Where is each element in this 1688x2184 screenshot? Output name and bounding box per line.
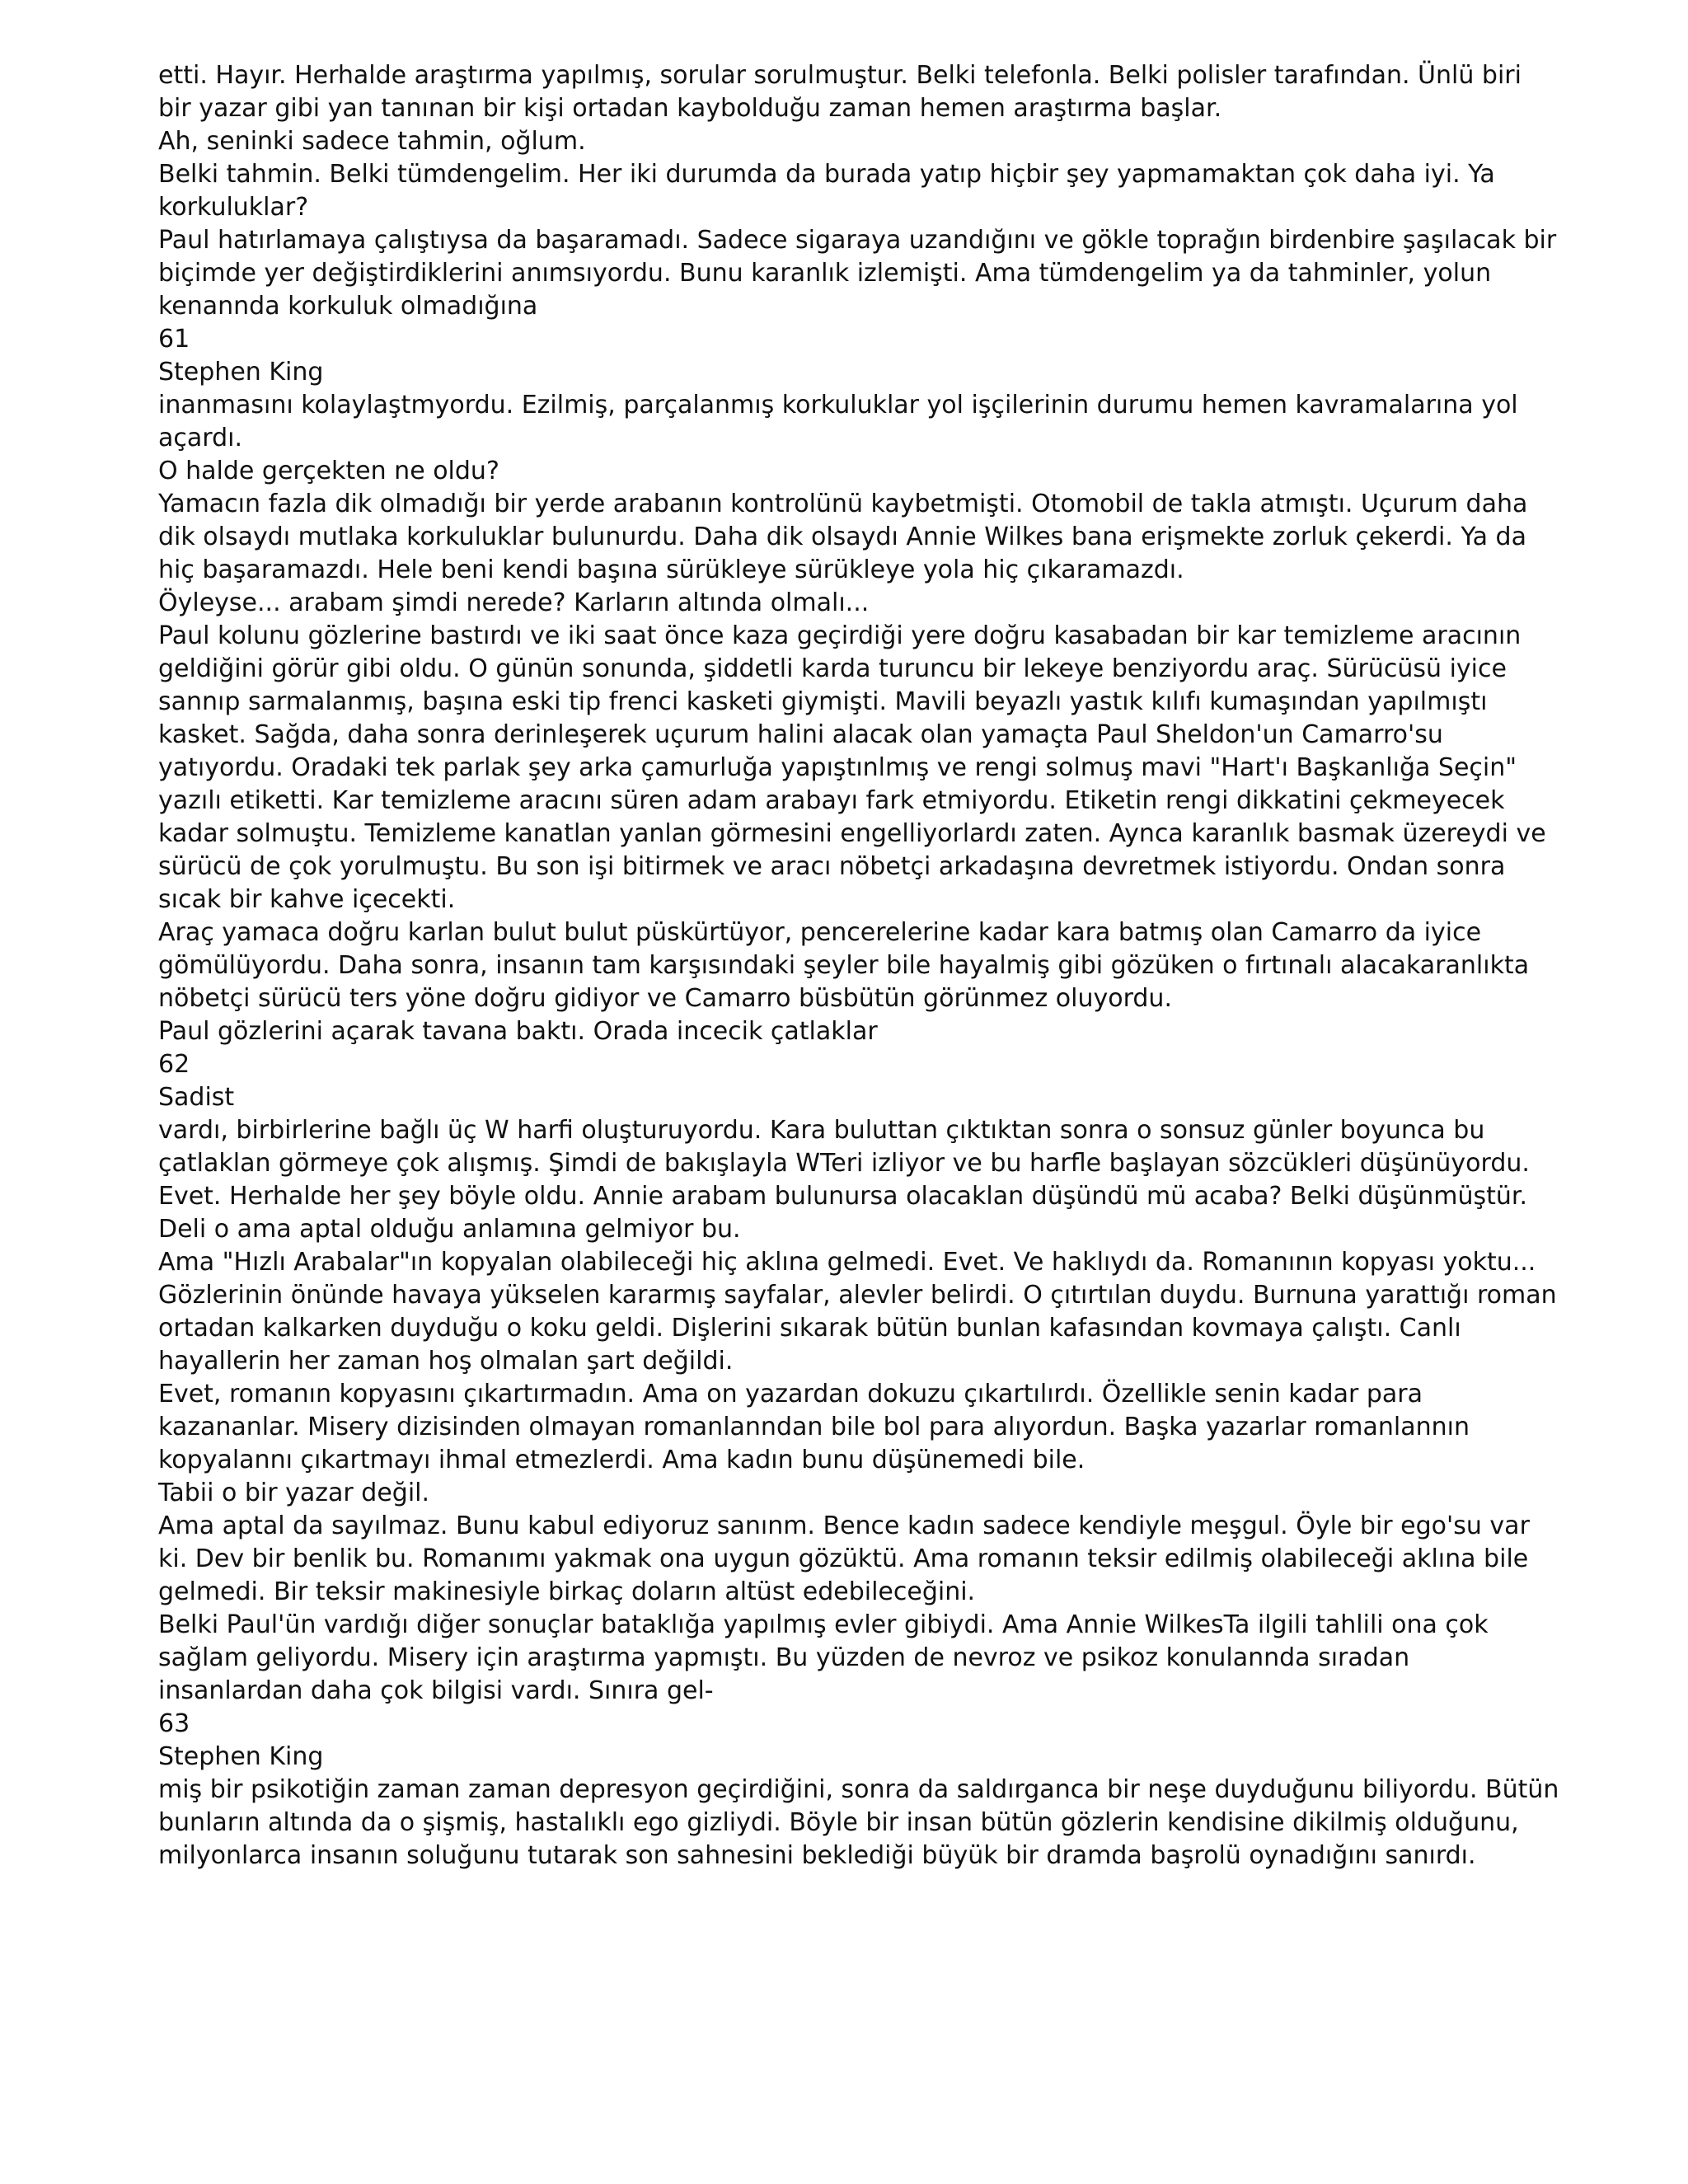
page-number: 61 — [158, 325, 190, 354]
running-header: Stephen King — [158, 1742, 324, 1771]
paragraph: Belki Paul'ün vardığı diğer sonuçlar bataklığa yapılmış evler gibiydi. Ama Annie WilkesTa ilgili tahlili ona çok sağlam geliyordu. Misery için araştırma yapmıştı. Bu yüzden de nevroz ve psikoz konulannda sıradan insanlardan daha çok bilgisi vardı. Sınıra gel- — [158, 1610, 1489, 1705]
paragraph: miş bir psikotiğin zaman zaman depresyon geçirdiğini, sonra da saldırganca bir neşe duyduğunu biliyordu. Bütün bunların altında da o şişmiş, hastalıklı ego gizliydi. Böyle bir insan bütün gözlerin kendisine dikilmiş olduğunu, milyonlarca insanın soluğunu tutarak son sahnesini beklediği büyük bir dramda başrolü oynadığını sanırdı. — [158, 1775, 1559, 1870]
paragraph: Evet. Herhalde her şey böyle oldu. Annie arabam bulunursa olacaklan düşündü mü acaba? Belki düşünmüştür. Deli o ama aptal olduğu anlamına gelmiyor bu. — [158, 1182, 1528, 1244]
document-page — [158, 59, 1559, 1872]
page-number: 63 — [158, 1709, 190, 1738]
paragraph: Tabii o bir yazar değil. — [158, 1479, 430, 1507]
paragraph: Yamacın fazla dik olmadığı bir yerde arabanın kontrolünü kaybetmişti. Otomobil de takla atmıştı. Uçurum daha dik olsaydı mutlaka korkuluklar bulunurdu. Daha dik olsaydı Annie Wilkes bana erişmekte zorluk çekerdi. Ya da hiç başaramazdı. Hele beni kendi başına sürükleye sürükleye yola hiç çıkaramazdı. — [158, 490, 1528, 584]
paragraph: Ama "Hızlı Arabalar"ın kopyalan olabileceği hiç aklına gelmedi. Evet. Ve haklıydı da. Romanının kopyası yoktu... — [158, 1248, 1536, 1277]
running-header: Sadist — [158, 1083, 235, 1112]
page-number: 62 — [158, 1050, 190, 1079]
paragraph: Paul kolunu gözlerine bastırdı ve iki saat önce kaza geçirdiği yere doğru kasabadan bir kar temizleme aracının geldiğini görür gibi oldu. O günün sonunda, şiddetli karda turuncu bir lekeye benziyordu araç. Sürücüsü iyice sannıp sarmalanmış, başına eski tip frenci kasketi giymişti. Mavili beyazlı yastık kılıfı kumaşından yapılmıştı kasket. Sağda, daha sonra derinleşerek uçurum halini alacak olan yamaçta Paul Sheldon'un Camarro'su yatıyordu. Oradaki tek parlak şey arka çamurluğa yapıştınlmış ve rengi solmuş mavi "Hart'ı Başkanlığa Seçin" yazılı etiketti. Kar temizleme aracını süren adam arabayı fark etmiyordu. Etiketin rengi dikkatini çekmeyecek kadar solmuştu. Temizleme kanatlan yanlan görmesini engelliyorlardı zaten. Aynca karanlık basmak üzereydi ve sürücü de çok yorulmuştu. Bu son işi bitirmek ve aracı nöbetçi arkadaşına devretmek istiyordu. Ondan sonra sıcak bir kahve içecekti. — [158, 621, 1546, 914]
paragraph: Öyleyse... arabam şimdi nerede? Karların altında olmalı... — [158, 588, 870, 617]
paragraph: Araç yamaca doğru karlan bulut bulut püskürtüyor, pencerelerine kadar kara batmış olan Camarro da iyice gömülüyordu. Daha sonra, insanın tam karşısındaki şeyler bile hayalmiş gibi gözüken o fırtınalı alacakaranlıkta nöbetçi sürücü ters yöne doğru gidiyor ve Camarro büsbütün görünmez oluyordu. — [158, 918, 1530, 1013]
paragraph: Ah, seninki sadece tahmin, oğlum. — [158, 127, 586, 156]
paragraph: O halde gerçekten ne oldu? — [158, 457, 499, 485]
paragraph: etti. Hayır. Herhalde araştırma yapılmış, sorular sorulmuştur. Belki telefonla. Belki polisler tarafından. Ünlü biri bir yazar gibi yan tanınan bir kişi ortadan kaybolduğu zaman hemen araştırma başlar. — [158, 61, 1522, 123]
paragraph: Gözlerinin önünde havaya yükselen kararmış sayfalar, alevler belirdi. O çıtırtılan duydu. Burnuna yarattığı roman ortadan kalkarken duyduğu o koku geldi. Dişlerini sıkarak bütün bunlan kafasından kovmaya çalıştı. Canlı hayallerin her zaman hoş olmalan şart değildi. — [158, 1281, 1557, 1376]
paragraph: Belki tahmin. Belki tümdengelim. Her iki durumda da burada yatıp hiçbir şey yapmamaktan çok daha iyi. Ya korkuluklar? — [158, 160, 1495, 222]
paragraph: Ama aptal da sayılmaz. Bunu kabul ediyoruz sanınm. Bence kadın sadece kendiyle meşgul. Öyle bir ego'su var ki. Dev bir benlik bu. Romanımı yakmak ona uygun gözüktü. Ama romanın teksir edilmiş olabileceği aklına bile gelmedi. Bir teksir makinesiyle birkaç doların altüst edebileceğini. — [158, 1511, 1530, 1606]
paragraph: Paul hatırlamaya çalıştıysa da başaramadı. Sadece sigaraya uzandığını ve gökle toprağın birdenbire şaşılacak bir biçimde yer değiştirdiklerini anımsıyordu. Bunu karanlık izlemişti. Ama tümdengelim ya da tahminler, yolun kenannda korkuluk olmadığına — [158, 226, 1557, 321]
paragraph: vardı, birbirlerine bağlı üç W harfi oluşturuyordu. Kara buluttan çıktıktan sonra o sonsuz günler boyunca bu çatlaklan görmeye çok alışmış. Şimdi de bakışlayla WTeri izliyor ve bu harfle başlayan sözcükleri düşünüyordu. — [158, 1116, 1530, 1178]
paragraph: Evet, romanın kopyasını çıkartırmadın. Ama on yazardan dokuzu çıkartılırdı. Özellikle senin kadar para kazananlar. Misery dizisinden olmayan romanlanndan bile bol para alıyordun. Başka yazarlar romanlannın kopyalannı çıkartmayı ihmal etmezlerdi. Ama kadın bunu düşünemedi bile. — [158, 1380, 1470, 1474]
paragraph: inanmasını kolaylaştmyordu. Ezilmiş, parçalanmış korkuluklar yol işçilerinin durumu hemen kavramalarına yol açardı. — [158, 391, 1518, 452]
running-header: Stephen King — [158, 358, 324, 387]
paragraph: Paul gözlerini açarak tavana baktı. Orada incecik çatlaklar — [158, 1017, 878, 1046]
